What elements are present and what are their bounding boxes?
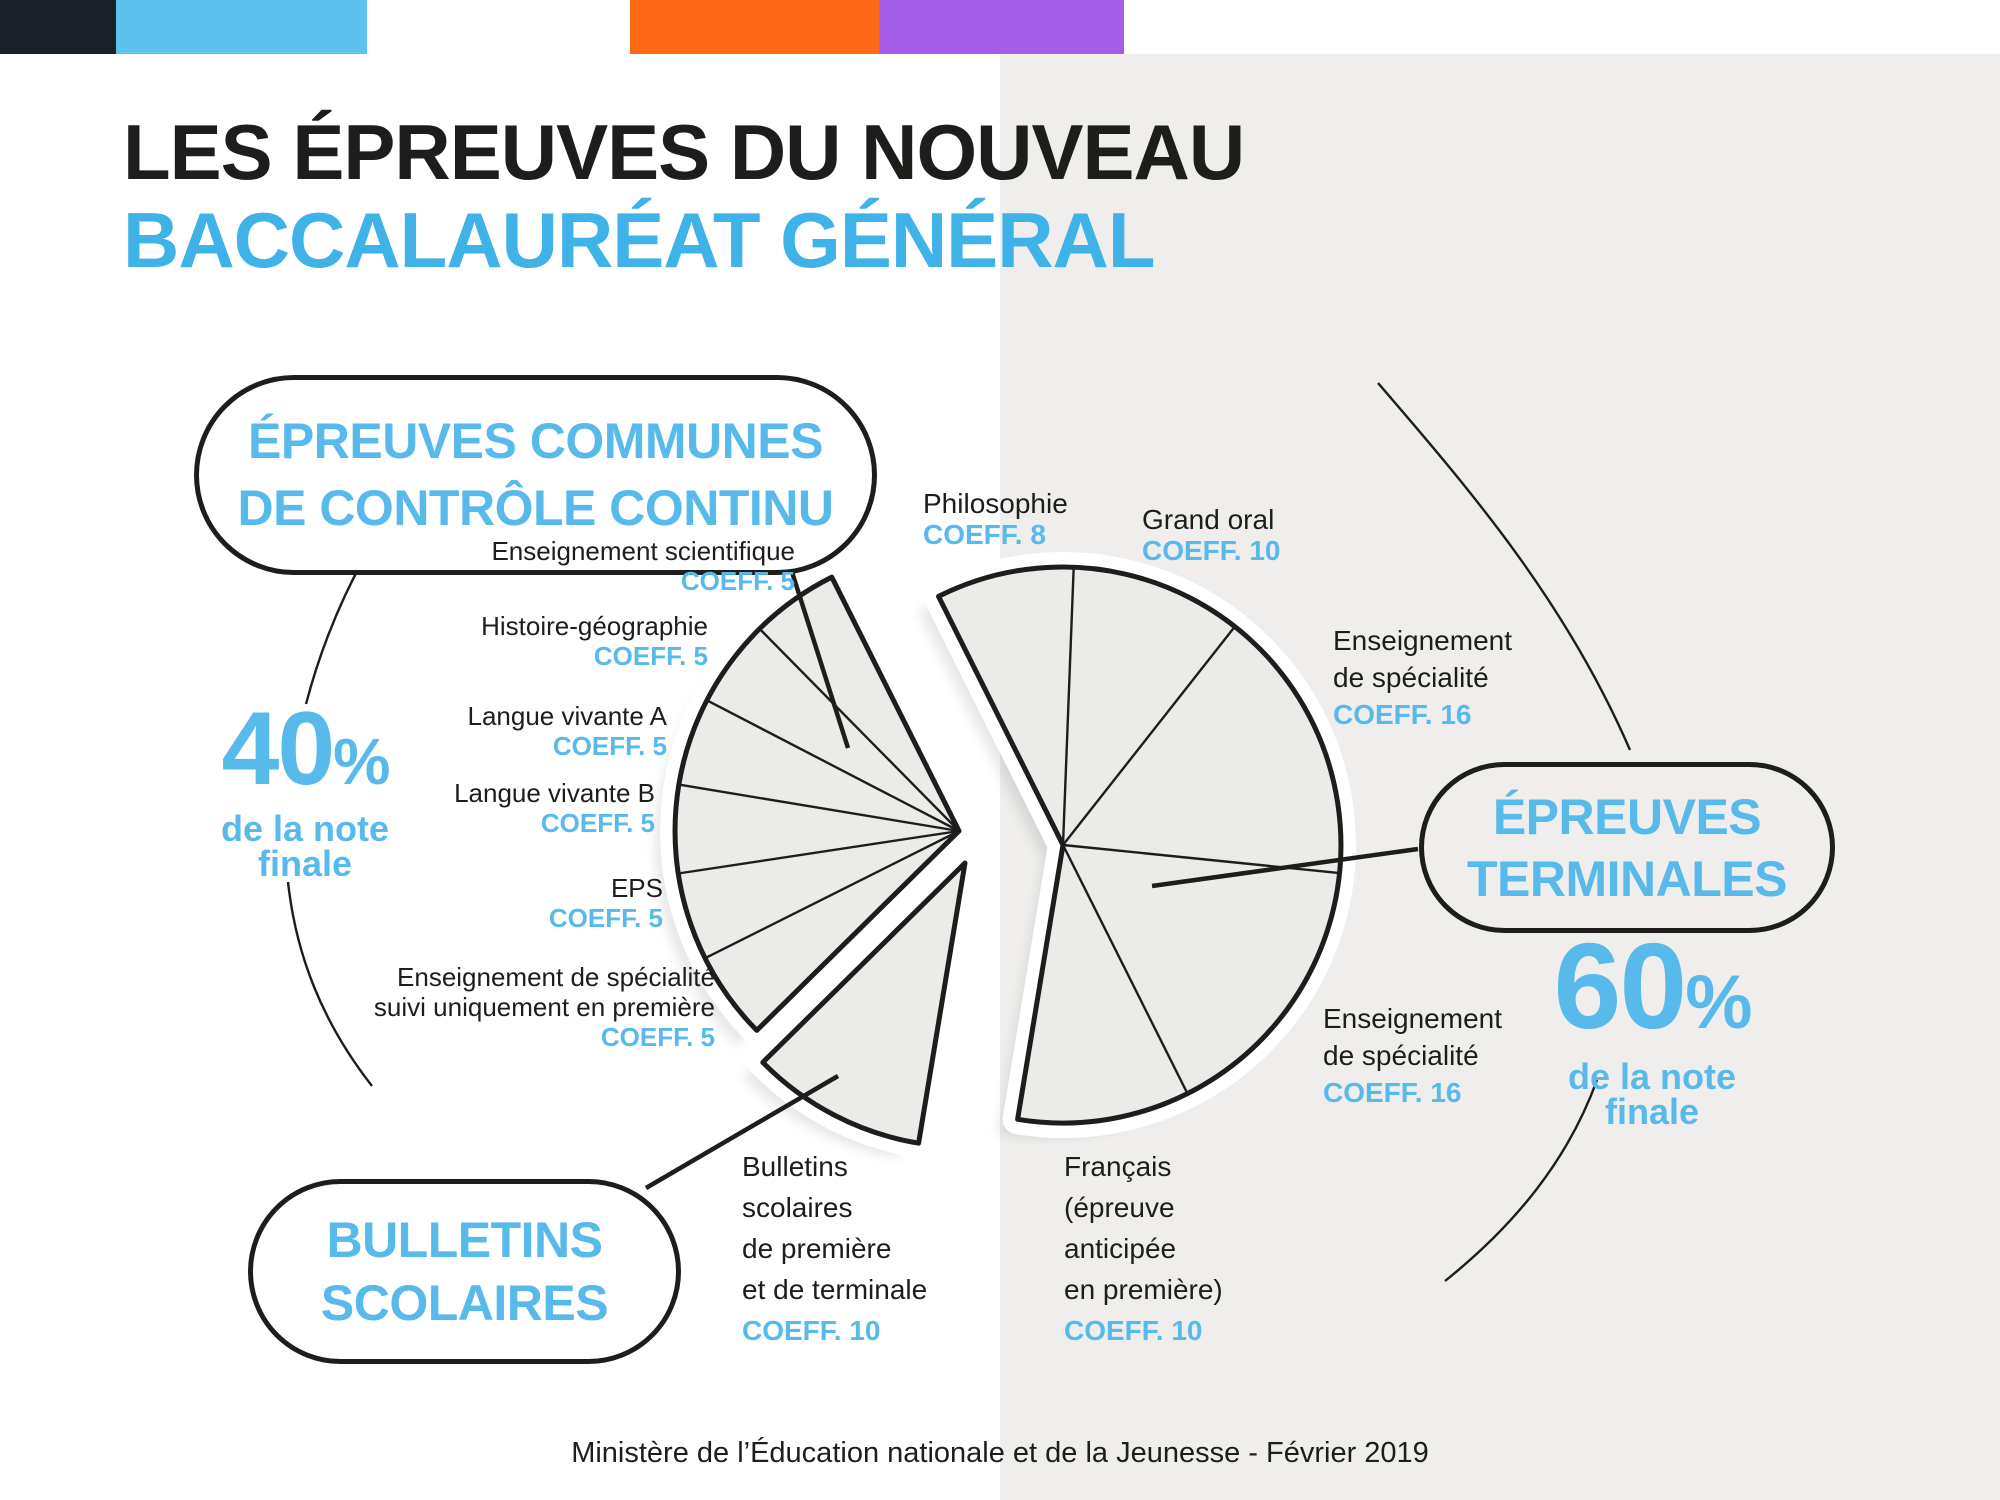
share-40-value: 40%	[221, 691, 389, 807]
badge-bulletins-scolaires	[248, 1179, 681, 1364]
share-40-sub2: finale	[257, 843, 353, 884]
badge-epreuves-terminales	[1419, 762, 1835, 933]
label-grand-oral: Grand oral COEFF. 10	[1142, 504, 1281, 566]
share-60-sub1: de la note	[1567, 1056, 1737, 1097]
label-langue-vivante-b: Langue vivante B COEFF. 5	[454, 778, 655, 838]
page-title	[123, 108, 1244, 284]
label-specialite-bas: Enseignement de spécialité COEFF. 16	[1323, 1003, 1503, 1108]
label-philosophie: Philosophie COEFF. 8	[923, 488, 1068, 550]
page-title-line2: BACCALAURÉAT GÉNÉRAL	[123, 196, 1155, 284]
badge-bulletins-line1: BULLETINS	[326, 1211, 603, 1268]
page-title-line1: LES ÉPREUVES DU NOUVEAU	[123, 108, 1245, 196]
share-40-percent	[140, 691, 470, 884]
badge-terminales-line2: TERMINALES	[1467, 850, 1787, 907]
label-eps: EPS COEFF. 5	[548, 873, 663, 933]
label-langue-vivante-a: Langue vivante A COEFF. 5	[467, 701, 667, 761]
share-60-percent	[1487, 918, 1817, 1132]
badge-communes-line1: ÉPREUVES COMMUNES	[248, 413, 823, 469]
footer-credit: Ministère de l’Éducation nationale et de la Jeunesse - Février 2019	[571, 1437, 1429, 1469]
label-francais: Français (épreuve anticipée en première) COEFF. 10	[1064, 1151, 1223, 1346]
badge-terminales-line1: ÉPREUVES	[1492, 788, 1762, 845]
share-40-sub1: de la note	[220, 808, 390, 849]
label-specialite-premiere: Enseignement de spécialité suivi uniquement en première COEFF. 5	[373, 962, 715, 1052]
left-arc-bottom	[288, 882, 372, 1086]
share-60-value: 60%	[1553, 918, 1751, 1054]
badge-bulletins-line2: SCOLAIRES	[320, 1274, 609, 1331]
badge-communes-line2: DE CONTRÔLE CONTINU	[237, 480, 834, 536]
label-specialite-haut: Enseignement de spécialité COEFF. 16	[1333, 625, 1513, 730]
label-bulletins-scolaires: Bulletins scolaires de première et de terminale COEFF. 10	[742, 1151, 928, 1346]
label-histoire-geographie: Histoire-géographie COEFF. 5	[481, 611, 708, 671]
pie-wedge-layer	[675, 567, 1341, 1143]
share-60-sub2: finale	[1604, 1091, 1700, 1132]
label-enseignement-scientifique: Enseignement scientifique COEFF. 5	[491, 536, 795, 596]
